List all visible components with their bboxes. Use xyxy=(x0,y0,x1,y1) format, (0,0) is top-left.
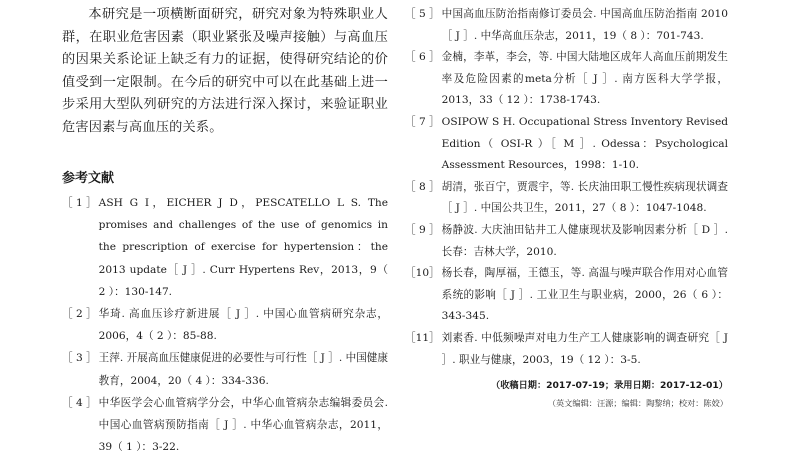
reference-text: 杨静波. 大庆油田钻井工人健康现状及影响因素分析［ D ］. 长春：吉林大学，2010. xyxy=(441,223,728,258)
reference-item xyxy=(405,328,728,371)
received-accepted-dates: （收稿日期：2017-07-19；录用日期：2017-12-01） xyxy=(491,380,728,392)
reference-number: ［11］ xyxy=(405,331,440,344)
reference-item xyxy=(405,4,728,47)
reference-text: 杨长春，陶厚福，王德玉，等. 高温与噪声联合作用对心血管系统的影响［ J ］. 工业卫生与职业病，2000，26（ 6 ）：343-345. xyxy=(441,267,728,323)
reference-number: ［ 5 ］ xyxy=(405,8,440,20)
reference-text: ASH G I，EICHER J D，PESCATELLO L S. The promises and challenges of the use of genomics in the prescription of exercise for hypertension：the 2013 update［ J ］. Curr Hypertens Rev，2013，9（ 2 ）：130-147. xyxy=(98,197,388,298)
reference-text: OSIPOW S H. Occupational Stress Inventory Revised Edition（ OSI-R ）［ M ］. Odessa：Psychological Assessment Resources，1998：1-10. xyxy=(441,115,728,172)
reference-text: 金楠，李革，李会，等. 中国大陆地区成年人高血压前期发生率及危险因素的meta分析［ J ］. 南方医科大学学报，2013，33（ 12 ）：1738-1743. xyxy=(441,51,728,107)
reference-item xyxy=(62,347,388,391)
reference-number: ［ 9 ］ xyxy=(405,223,440,236)
references-heading: 参考文献 xyxy=(62,171,115,186)
left-column xyxy=(62,4,388,458)
reference-text: 中国高血压防治指南修订委员会. 中国高血压防治指南 2010［ J ］. 中华高血压杂志，2011，19（ 8 ）：701-743. xyxy=(441,8,728,42)
reference-text: 华琦. 高血压诊疗新进展［ J ］. 中国心血管病研究杂志，2006，4（ 2 ）：85-88. xyxy=(98,308,388,343)
reference-text: 王萍. 开展高血压健康促进的必要性与可行性［ J ］. 中国健康教育，2004，20（ 4 ）：334-336. xyxy=(98,352,388,387)
reference-number: ［ 7 ］ xyxy=(405,115,440,128)
reference-item xyxy=(405,220,728,263)
reference-item xyxy=(405,263,728,328)
reference-number: ［ 8 ］ xyxy=(405,180,440,193)
reference-item xyxy=(62,192,388,303)
reference-item xyxy=(405,177,728,220)
reference-text: 刘素香. 中低频噪声对电力生产工人健康影响的调查研究［ J ］. 职业与健康，2003，19（ 12 ）：3-5. xyxy=(441,331,728,366)
conclusion-paragraph: 本研究是一项横断面研究，研究对象为特殊职业人群，在职业危害因素（职业紧张及噪声接触）与高血压的因果关系论证上缺乏有力的证据，使得研究结论的价值受到一定限制。在今后的研究中可以在此基础上进一步采用大型队列研究的方法进行深入探讨，来验证职业危害因素与高血压的关系。 xyxy=(62,7,388,135)
right-column xyxy=(405,4,728,409)
reference-item xyxy=(62,303,388,347)
editor-credits: （英文编辑：汪源；编辑：陶黎纳；校对：陈姣） xyxy=(547,398,728,409)
reference-text: 胡清，张百宁，贾震宇，等. 长庆油田职工慢性疾病现状调查［ J ］. 中国公共卫生，2011，27（ 8 ）：1047-1048. xyxy=(441,180,728,215)
reference-item xyxy=(405,47,728,112)
reference-number: ［10］ xyxy=(405,267,440,280)
reference-number: ［ 3 ］ xyxy=(62,352,97,365)
reference-text: 中华医学会心血管病学分会，中华心血管病杂志编辑委员会. 中国心血管病预防指南［ J ］. 中华心血管病杂志，2011，39（ 1 ）：3-22. xyxy=(98,396,388,454)
reference-item xyxy=(405,112,728,177)
reference-number: ［ 4 ］ xyxy=(62,396,97,409)
reference-number: ［ 2 ］ xyxy=(62,308,97,321)
reference-item xyxy=(62,392,388,458)
reference-number: ［ 6 ］ xyxy=(405,51,440,64)
reference-number: ［ 1 ］ xyxy=(62,197,97,209)
